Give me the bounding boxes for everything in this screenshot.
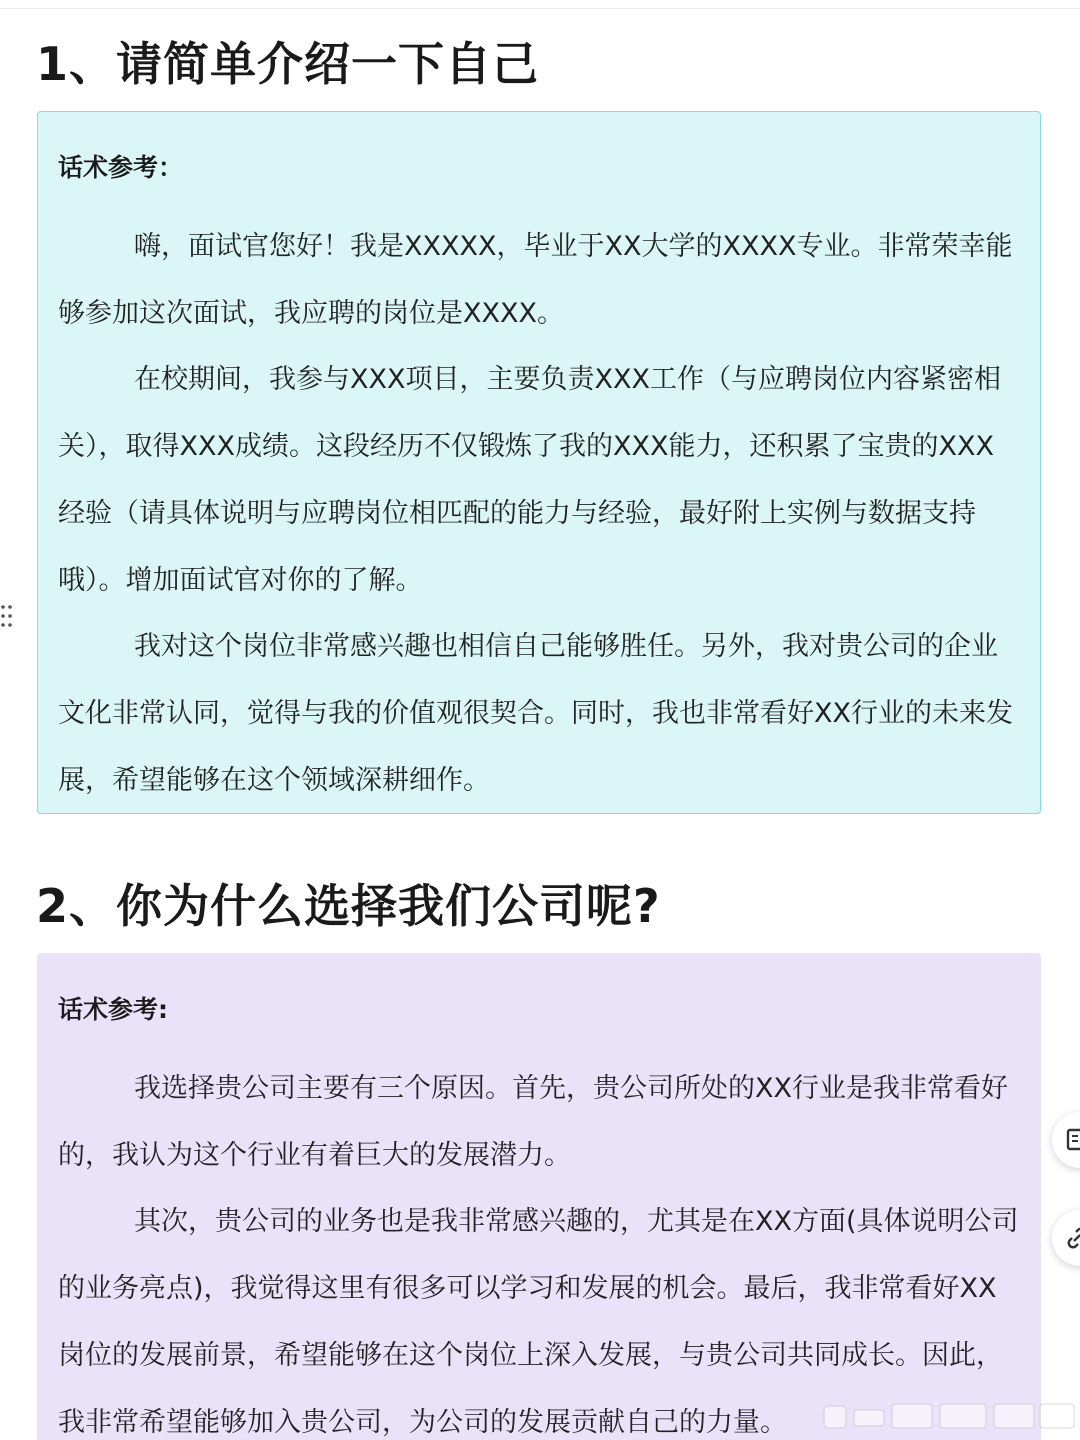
watermark-image: [820, 1396, 1080, 1432]
callout-2-paragraph-2: 其次，贵公司的业务也是我非常感兴趣的，尤其是在XX方面(具体说明公司的业务亮点)，我觉得这里有很多可以学习和发展的机会。最后，我非常看好XX岗位的发展前景，希望能够在这个岗位上深入发展，与贵公司共同成长。因此，我非常希望能够加入贵公司，为公司的发展贡献自己的力量。: [58, 1206, 1019, 1438]
section-2-heading: 2、你为什么选择我们公司呢?: [36, 879, 661, 933]
callout-2-paragraph-1: 我选择贵公司主要有三个原因。首先，贵公司所处的XX行业是我非常看好的，我认为这个行业有着巨大的发展潜力。: [58, 1073, 1008, 1171]
callout-block-1: [37, 111, 1041, 814]
floating-link-button[interactable]: [1052, 1210, 1080, 1266]
link-icon: [1066, 1226, 1080, 1250]
callout-block-2: [37, 953, 1041, 1440]
callout-2-label: 话术参考:: [58, 995, 168, 1024]
callout-1-paragraph-3: 我对这个岗位非常感兴趣也相信自己能够胜任。另外，我对贵公司的企业文化非常认同，觉得与我的价值观很契合。同时，我也非常看好XX行业的未来发展，希望能够在这个领域深耕细作。: [58, 631, 1013, 796]
divider: [0, 8, 1080, 9]
drag-handle-icon[interactable]: [0, 603, 14, 629]
drag-handle-glyph: [0, 603, 14, 629]
callout-1-paragraph-2: 在校期间，我参与XXX项目，主要负责XXX工作（与应聘岗位内容紧密相关），取得XXX成绩。这段经历不仅锻炼了我的XXX能力，还积累了宝贵的XXX经验（请具体说明与应聘岗位相匹配的能力与经验，最好附上实例与数据支持哦）。增加面试官对你的了解。: [58, 364, 1001, 596]
floating-document-button[interactable]: [1052, 1112, 1080, 1168]
callout-1-paragraph-1: 嗨，面试官您好！我是XXXXX，毕业于XX大学的XXXX专业。非常荣幸能够参加这次面试，我应聘的岗位是XXXX。: [58, 231, 1013, 329]
callout-1-label: 话术参考：: [58, 153, 184, 182]
document-icon: [1066, 1128, 1080, 1152]
section-1-heading: 1、请简单介绍一下自己: [36, 37, 540, 91]
